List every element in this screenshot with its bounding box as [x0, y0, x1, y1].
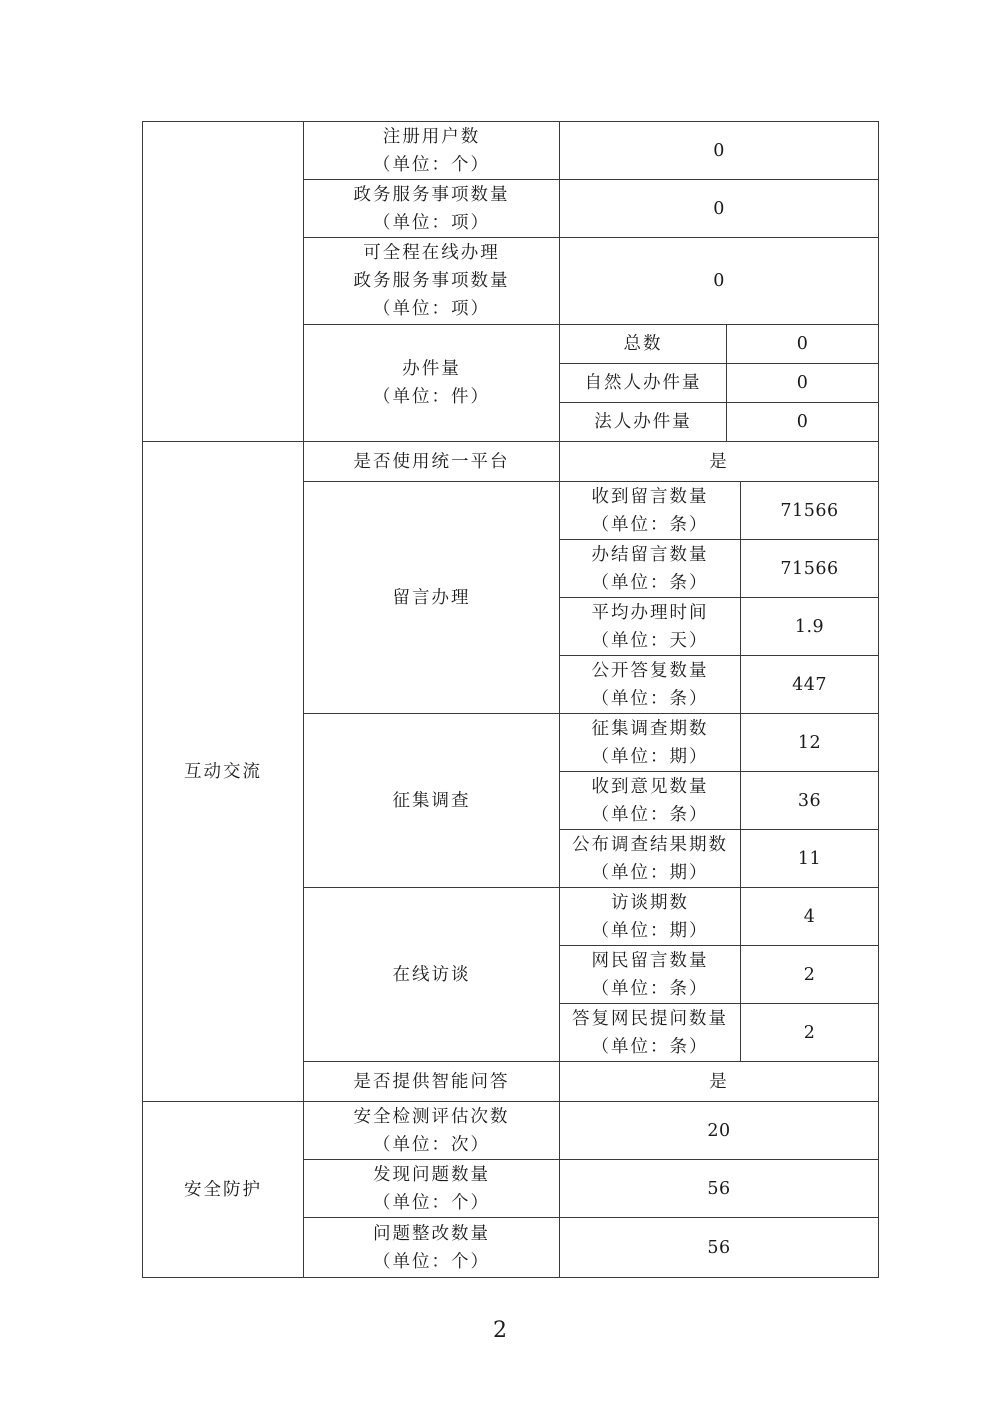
value-cell: 0: [727, 325, 879, 364]
item-label: 平均办理时间: [591, 602, 709, 623]
item-label: 办结留言数量: [591, 544, 709, 565]
value-cell: 56: [560, 1218, 879, 1278]
item-unit: （单位：件）: [373, 387, 490, 407]
sub-label-cell: 法人办件量: [560, 403, 727, 442]
group-label-cell: 留言办理: [304, 482, 560, 714]
label-cell: [304, 238, 560, 325]
item-unit: （单位：个）: [373, 1192, 490, 1213]
item-unit: （单位：期）: [591, 920, 709, 941]
item-unit: （单位：条）: [591, 572, 709, 593]
sub-label-cell: [560, 598, 741, 656]
item-unit: （单位：期）: [591, 746, 709, 767]
value-cell: 0: [560, 180, 879, 238]
item-unit: （单位：项）: [373, 212, 490, 233]
item-unit: （单位：条）: [591, 514, 709, 535]
item-label: 收到留言数量: [591, 486, 709, 507]
label-cell: [304, 1102, 560, 1160]
label-cell: [304, 180, 560, 238]
item-unit: （单位：项）: [373, 299, 490, 319]
value-cell: 12: [741, 714, 879, 772]
item-unit: （单位：期）: [591, 862, 709, 883]
value-cell: 2: [741, 1004, 879, 1062]
item-unit: （单位：条）: [591, 804, 709, 825]
group-label-cell: 在线访谈: [304, 888, 560, 1062]
sub-label-cell: [560, 946, 741, 1004]
item-label: 政务服务事项数量: [353, 271, 510, 291]
section-cell-service-continued: [143, 122, 304, 442]
table-row: [143, 1102, 879, 1160]
value-cell: 447: [741, 656, 879, 714]
item-unit: （单位：次）: [373, 1134, 490, 1155]
value-cell: 1.9: [741, 598, 879, 656]
sub-label-cell: [560, 888, 741, 946]
value-cell: 是: [560, 442, 879, 482]
sub-label-cell: [560, 482, 741, 540]
value-cell: 71566: [741, 482, 879, 540]
value-cell: 56: [560, 1160, 879, 1218]
item-label: 政务服务事项数量: [353, 184, 510, 205]
sub-label-cell: 自然人办件量: [560, 364, 727, 403]
value-cell: 4: [741, 888, 879, 946]
value-cell: 36: [741, 772, 879, 830]
sub-label-cell: [560, 714, 741, 772]
item-unit: （单位：个）: [373, 1251, 490, 1272]
item-label: 注册用户数: [382, 126, 481, 147]
item-unit: （单位：条）: [591, 688, 709, 709]
item-label: 发现问题数量: [373, 1164, 490, 1185]
sub-label-cell: [560, 1004, 741, 1062]
item-label: 收到意见数量: [591, 776, 709, 797]
item-unit: （单位：天）: [591, 630, 709, 651]
label-cell: [304, 1218, 560, 1278]
statistics-table: [142, 121, 879, 1278]
item-label: 网民留言数量: [591, 950, 709, 971]
item-label: 访谈期数: [611, 892, 689, 913]
table-row: [143, 122, 879, 180]
value-cell: 71566: [741, 540, 879, 598]
item-label: 办件量: [402, 359, 461, 379]
label-cell: 是否提供智能问答: [304, 1062, 560, 1102]
item-label: 可全程在线办理: [363, 243, 500, 263]
item-label: 安全检测评估次数: [353, 1106, 510, 1127]
item-label: 问题整改数量: [373, 1223, 490, 1244]
page-number: 2: [493, 1318, 507, 1343]
item-unit: （单位：个）: [373, 154, 490, 175]
item-label: 征集调查期数: [591, 718, 709, 739]
label-cell: [304, 122, 560, 180]
item-label: 公布调查结果期数: [572, 834, 728, 855]
sub-label-cell: 总数: [560, 325, 727, 364]
sub-label-cell: [560, 540, 741, 598]
table-row: [143, 442, 879, 482]
sub-label-cell: [560, 656, 741, 714]
label-cell: [304, 325, 560, 442]
section-cell-interaction: 互动交流: [143, 442, 304, 1102]
value-cell: 0: [560, 238, 879, 325]
sub-label-cell: [560, 830, 741, 888]
value-cell: 是: [560, 1062, 879, 1102]
item-label: 答复网民提问数量: [572, 1008, 728, 1029]
sub-label-cell: [560, 772, 741, 830]
group-label-cell: 征集调查: [304, 714, 560, 888]
value-cell: 0: [560, 122, 879, 180]
value-cell: 0: [727, 403, 879, 442]
value-cell: 0: [727, 364, 879, 403]
value-cell: 2: [741, 946, 879, 1004]
value-cell: 11: [741, 830, 879, 888]
item-unit: （单位：条）: [591, 978, 709, 999]
section-cell-security: 安全防护: [143, 1102, 304, 1278]
item-unit: （单位：条）: [591, 1036, 709, 1057]
value-cell: 20: [560, 1102, 879, 1160]
label-cell: 是否使用统一平台: [304, 442, 560, 482]
item-label: 公开答复数量: [591, 660, 709, 681]
label-cell: [304, 1160, 560, 1218]
